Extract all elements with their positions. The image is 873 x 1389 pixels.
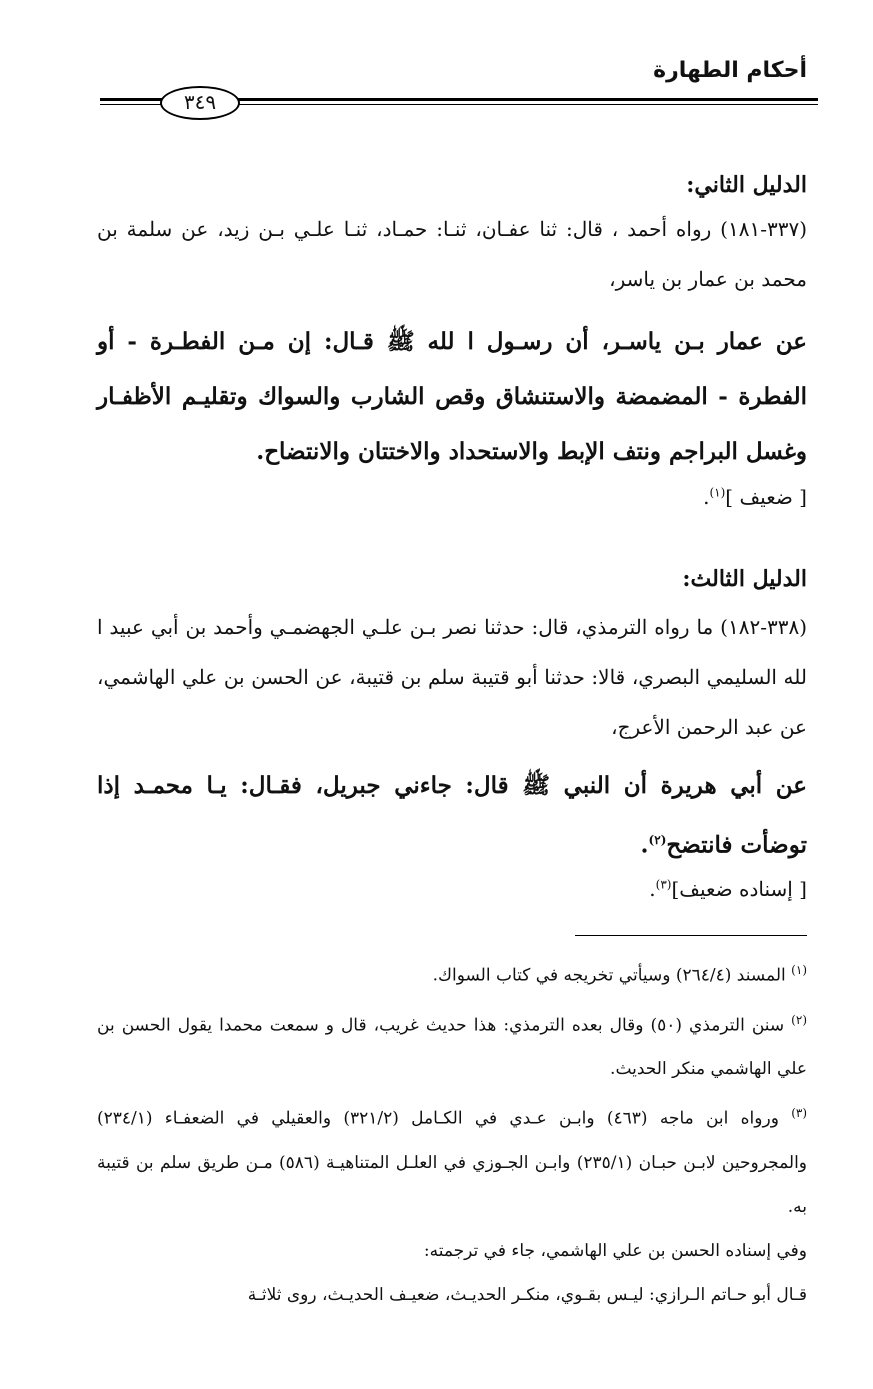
grade-label: [ إسناده ضعيف]	[671, 876, 807, 901]
footnote-ref: (٢)	[648, 833, 667, 847]
hadith-text: عن عمار بـن ياسـر، أن رسـول ا لله ﷺ قـال: إن مـن الفطـرة - أو الفطرة - المضمضة والاستنشاق وقص الشارب والسواك وتقليـم الأظفـار وغسل البراجم ونتف الإبط والاستحداد والاختتان والانتضاح.	[97, 328, 807, 465]
hadith-grade	[97, 877, 807, 901]
section-heading: الدليل الثاني:	[686, 172, 807, 198]
section-evidence-2	[97, 172, 807, 509]
footnote-text: قـال أبو حـاتم الـرازي: ليـس بقـوي، منكـر الحديـث، ضعيـف الحديـث، روى ثلاثـة	[247, 1284, 807, 1305]
hadith-matn: عن أبي هريرة أن النبي ﷺ قال: جاءني جبريل، فقـال: يـا محمـد إذا توضأت فانتضح	[97, 772, 807, 859]
section-evidence-3	[97, 566, 807, 901]
grade-label: [ ضعيف ]	[725, 485, 807, 509]
isnad-text: (٣٣٨-١٨٢) ما رواه الترمذي، قال: حدثنا نصر بـن علـي الجهضمـي وأحمد بن أبي عبيد ا لله السليمي البصري، قالا: حدثنا أبو قتيبة سلم بن قتيبة، عن الحسن بن علي الهاشمي، عن عبد الرحمن الأعرج،	[97, 615, 807, 739]
footnote-3-continued	[97, 1273, 807, 1317]
page-number: ٣٤٩	[160, 86, 240, 120]
running-title: أحكام الطهارة	[653, 58, 807, 83]
grade-period: .	[649, 876, 656, 901]
footnote-1	[97, 948, 807, 998]
footnote-text: ورواه ابن ماجه (٤٦٣) وابـن عـدي في الكـامل (٣٢١/٢) والعقيلي في الضعفـاء (٢٣٤/١) والمجروحين لابـن حبـان (٢٣٥/١) وابـن الجـوزي في العلـل المتناهيـة (٥٨٦) مـن طريق سلم بن قتيبة به.	[97, 1108, 808, 1217]
footnote-2	[97, 998, 807, 1092]
footnote-number: (١)	[791, 963, 807, 977]
footnote-text: سنن الترمذي (٥٠) وقال بعده الترمذي: هذا حديث غريب، قال و سمعت محمدا يقول الحسن بن علي الهاشمي منكر الحديث.	[97, 1015, 807, 1080]
footnotes	[97, 948, 807, 1317]
footnote-separator	[575, 935, 807, 936]
grade-period: .	[703, 485, 710, 509]
matn-period: .	[640, 831, 649, 859]
hadith-grade	[97, 485, 807, 509]
isnad-text: (٣٣٧-١٨١) رواه أحمد ، قال: ثنا عفـان، ثنـا: حمـاد، ثنـا علـي بـن زيد، عن سلمة بن محمد بن عمار بن ياسر،	[97, 217, 807, 291]
footnote-ref: (١)	[709, 485, 726, 500]
footnote-ref: (٣)	[655, 877, 672, 891]
hadith-text	[97, 758, 807, 873]
footnote-text: وفي إسناده الحسن بن علي الهاشمي، جاء في ترجمته:	[423, 1240, 807, 1261]
footnote-number: (٣)	[791, 1106, 808, 1121]
footnote-3-continued	[97, 1229, 807, 1273]
footnote-text: المسند (٢٦٤/٤) وسيأتي تخريجه في كتاب السواك.	[432, 965, 786, 986]
footnote-number: (٢)	[791, 1012, 807, 1027]
section-heading: الدليل الثالث:	[682, 566, 807, 592]
footnote-3	[97, 1091, 807, 1229]
